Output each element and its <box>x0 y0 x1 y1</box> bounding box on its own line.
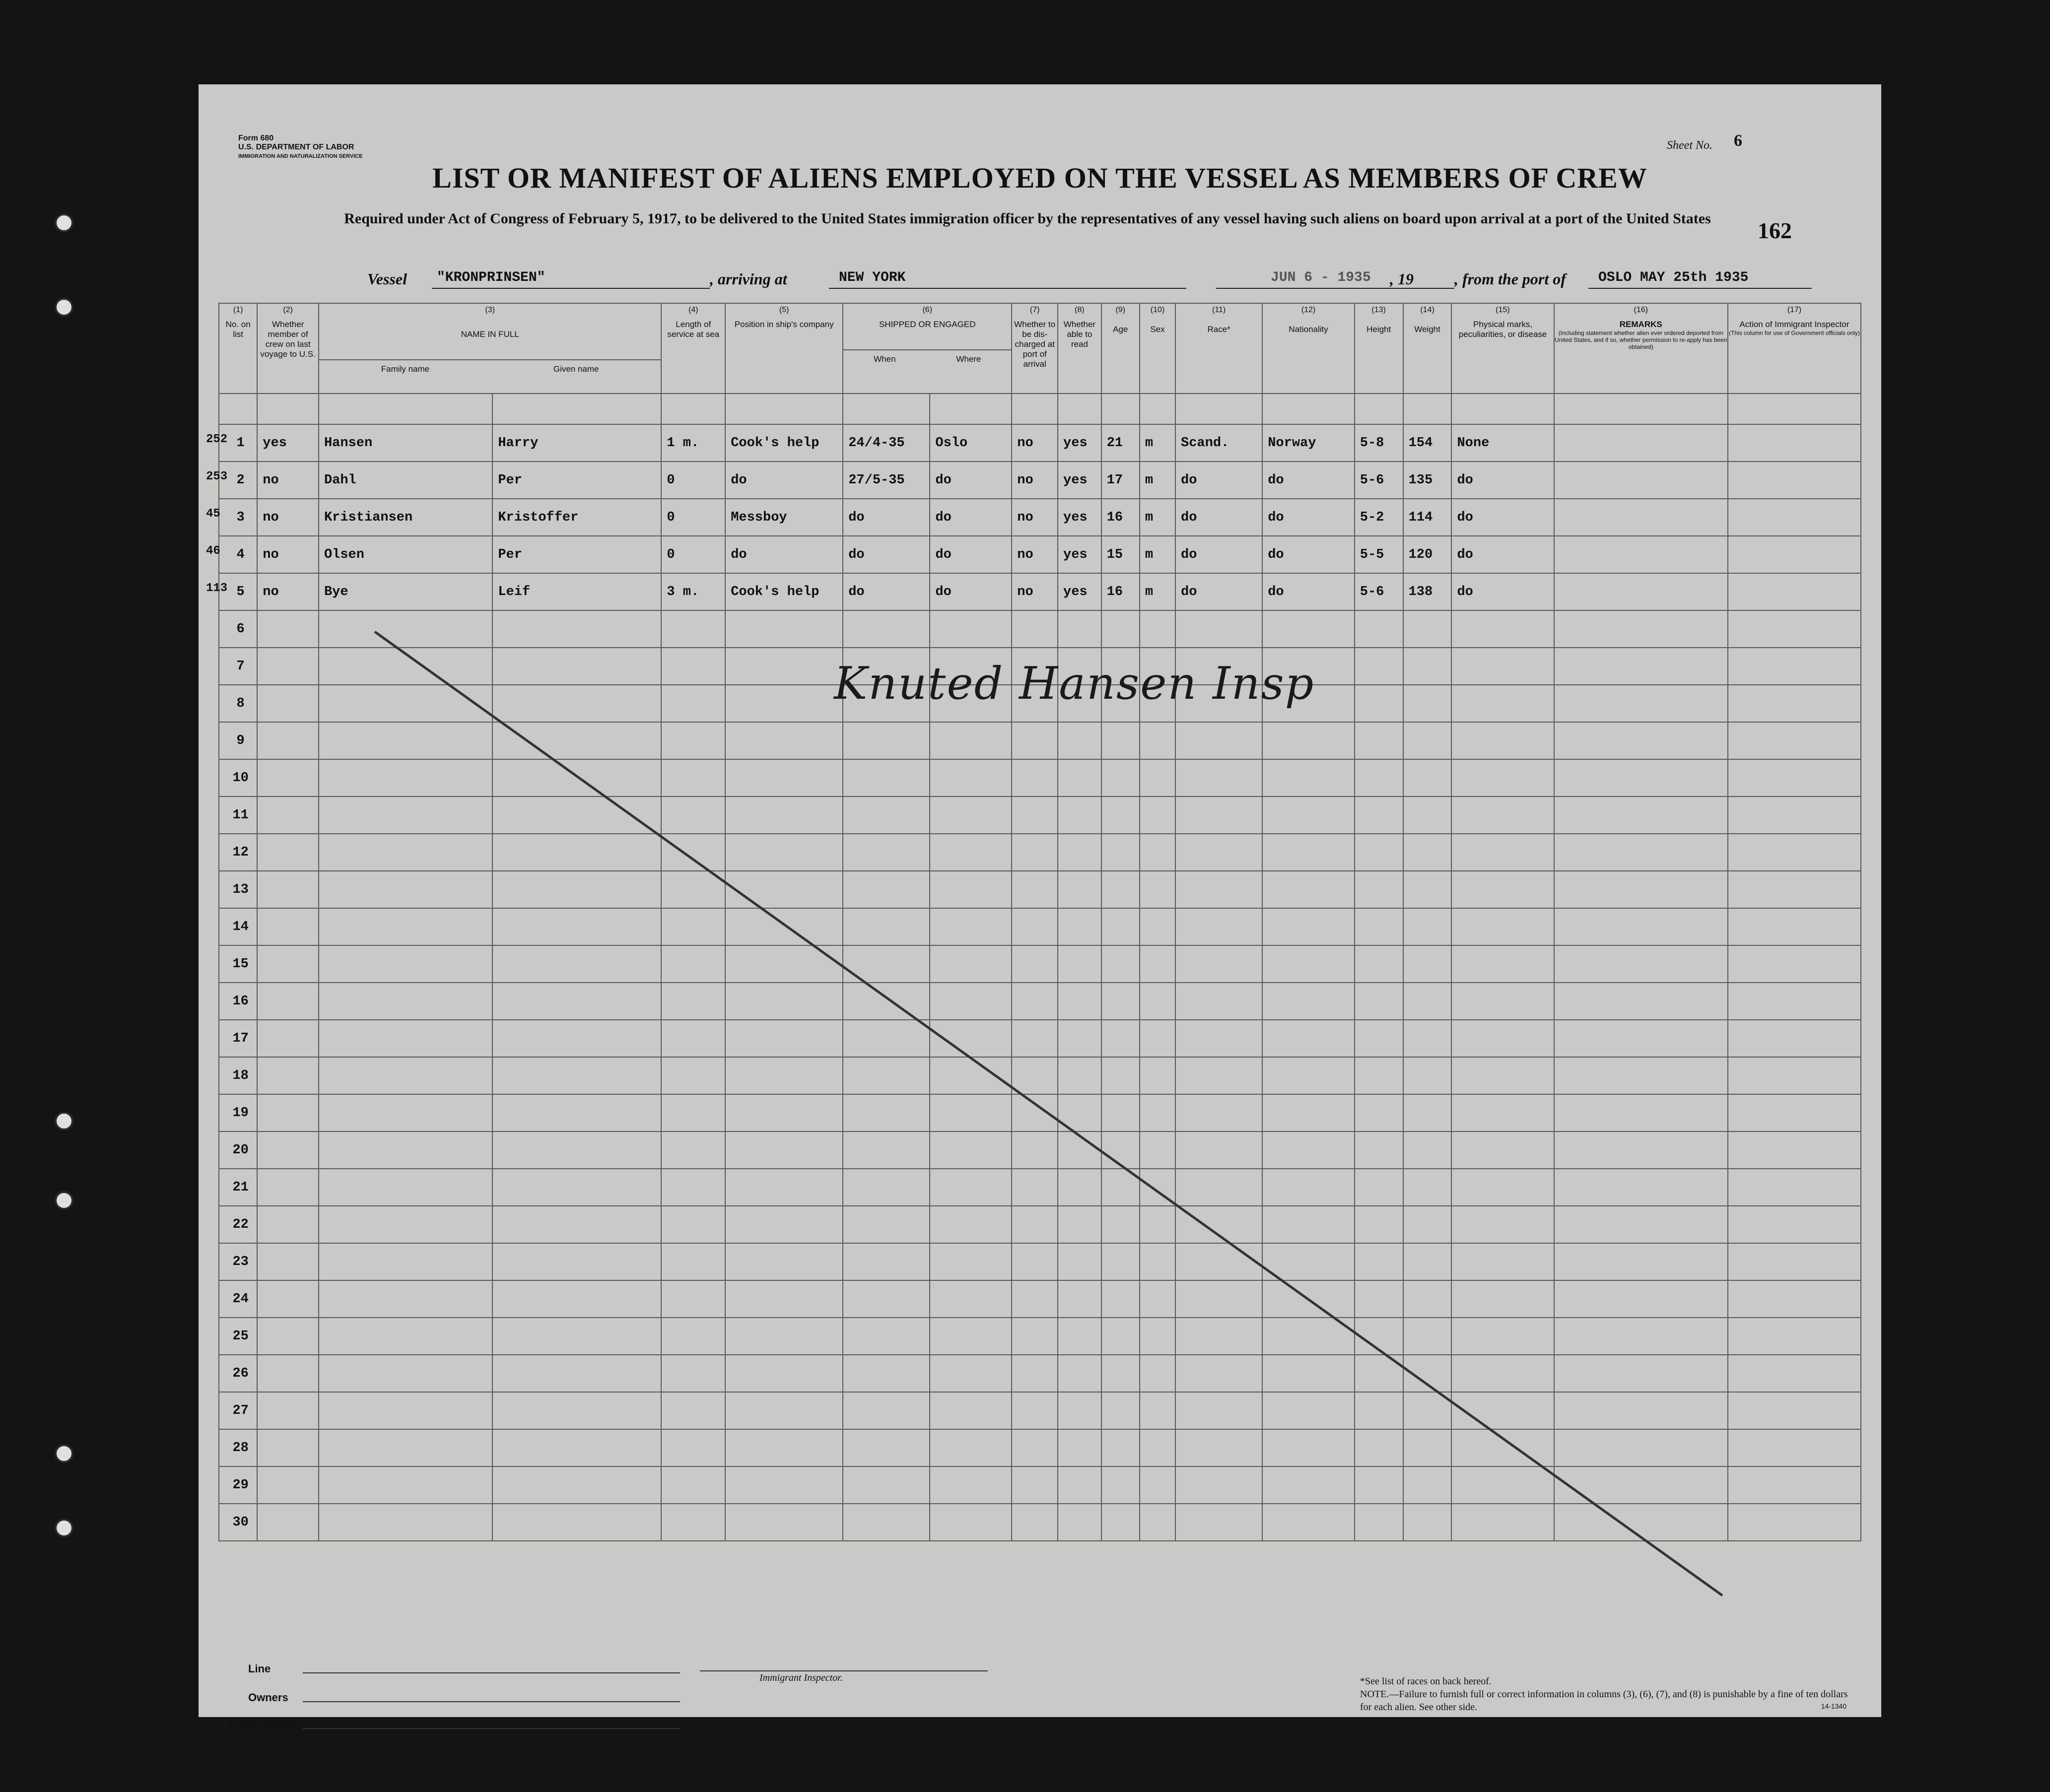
cell-no: 22 <box>219 1206 257 1243</box>
cell-no: 10 <box>219 759 257 796</box>
year-label: , 19 <box>1390 270 1414 288</box>
cell-race: do <box>1175 499 1262 536</box>
col-no: (1) No. on list <box>219 303 257 394</box>
cell-nationality: do <box>1262 536 1354 573</box>
line-label: Line <box>248 1662 271 1675</box>
cell-position: Messboy <box>725 499 843 536</box>
cell-no: 3 <box>219 499 257 536</box>
cell-no: 8 <box>219 685 257 722</box>
cell-read: yes <box>1058 536 1101 573</box>
owners-label: Owners <box>248 1691 288 1704</box>
row-reference-mark: 252 <box>206 433 228 446</box>
cell-family: Hansen <box>319 424 492 462</box>
cell-age: 15 <box>1101 536 1140 573</box>
cell-no: 13 <box>219 871 257 908</box>
inspector-signature: Knuted Hansen Insp <box>834 658 1315 710</box>
col-sex: (10) Sex <box>1140 303 1175 394</box>
cell-discharge: no <box>1012 536 1058 573</box>
col-height: (13) Height <box>1355 303 1403 394</box>
from-port: OSLO MAY 25th 1935 <box>1598 270 1749 285</box>
cell-weight: 154 <box>1403 424 1452 462</box>
cell-weight: 138 <box>1403 573 1452 610</box>
col-length-service: (4) Length of service at sea <box>661 303 725 394</box>
cell-age: 17 <box>1101 462 1140 499</box>
cell-no: 6 <box>219 610 257 648</box>
cell-given: Kristoffer <box>492 499 661 536</box>
cell-when: do <box>843 536 930 573</box>
form-code: 14-1340 <box>1821 1702 1846 1710</box>
sheet-number: 6 <box>1734 132 1742 150</box>
cell-when: 24/4-35 <box>843 424 930 462</box>
page-subtitle: Required under Act of Congress of February 5, 1917, to be delivered to the United States immigration officer by the representatives of any vessel having such aliens on board upon arrival at a port of the United States <box>344 210 1711 227</box>
cell-family: Kristiansen <box>319 499 492 536</box>
cell-last: no <box>257 462 319 499</box>
cell-weight: 114 <box>1403 499 1452 536</box>
cell-where: do <box>930 536 1012 573</box>
cell-no: 2 <box>219 462 257 499</box>
cell-discharge: no <box>1012 462 1058 499</box>
cell-no: 14 <box>219 908 257 945</box>
cell-weight: 135 <box>1403 462 1452 499</box>
col-discharge: (7) Whether to be dis-charged at port of arrival <box>1012 303 1058 394</box>
cell-given: Per <box>492 536 661 573</box>
cell-no: 27 <box>219 1392 257 1429</box>
cell-height: 5-6 <box>1355 573 1403 610</box>
col-remarks: (16) REMARKS (Including statement whether alien ever ordered deported from United States, and if so, whether permission to re-apply has been obtained) <box>1554 303 1728 394</box>
cell-no: 17 <box>219 1020 257 1057</box>
cell-service: 3 m. <box>661 573 725 610</box>
cell-no: 5 <box>219 573 257 610</box>
cell-given: Per <box>492 462 661 499</box>
cell-no: 21 <box>219 1169 257 1206</box>
agents-label: Local Agents <box>228 1718 297 1730</box>
page-number: 162 <box>1758 218 1792 243</box>
cell-marks: do <box>1451 499 1554 536</box>
cell-marks: do <box>1451 536 1554 573</box>
cell-nationality: do <box>1262 573 1354 610</box>
cell-no: 12 <box>219 834 257 871</box>
cell-weight: 120 <box>1403 536 1452 573</box>
cell-read: yes <box>1058 462 1101 499</box>
cell-no: 18 <box>219 1057 257 1094</box>
cell-no: 11 <box>219 796 257 834</box>
cell-read: yes <box>1058 573 1101 610</box>
cell-no: 16 <box>219 983 257 1020</box>
cell-no: 20 <box>219 1131 257 1169</box>
cell-nationality: do <box>1262 499 1354 536</box>
cell-sex: m <box>1140 499 1175 536</box>
cell-age: 16 <box>1101 573 1140 610</box>
col-physical-marks: (15) Physical marks, peculiarities, or disease <box>1451 303 1554 394</box>
cell-age: 21 <box>1101 424 1140 462</box>
cell-family: Olsen <box>319 536 492 573</box>
cell-no: 15 <box>219 945 257 983</box>
cell-service: 0 <box>661 499 725 536</box>
cell-marks: do <box>1451 573 1554 610</box>
row-reference-mark: 113 <box>206 582 228 595</box>
cell-height: 5-8 <box>1355 424 1403 462</box>
fine-note: NOTE.—Failure to furnish full or correct information in columns (3), (6), (7), and (8) is punishable by a fine of ten dollars for each alien. See other side. <box>1360 1689 1848 1713</box>
col-last-voyage: (2) Whether member of crew on last voyage to U.S. <box>257 303 319 394</box>
cell-nationality: Norway <box>1262 424 1354 462</box>
cell-discharge: no <box>1012 573 1058 610</box>
shipped-where-header: Where <box>956 354 981 364</box>
cell-no: 30 <box>219 1504 257 1541</box>
cell-no: 25 <box>219 1318 257 1355</box>
binder-hole <box>55 1191 73 1210</box>
binder-hole <box>55 1519 73 1537</box>
cell-height: 5-5 <box>1355 536 1403 573</box>
cell-sex: m <box>1140 536 1175 573</box>
given-name-header: Given name <box>553 364 599 374</box>
cell-no: 7 <box>219 648 257 685</box>
cell-family: Bye <box>319 573 492 610</box>
cell-position: Cook's help <box>725 424 843 462</box>
vessel-name: "KRONPRINSEN" <box>437 270 546 285</box>
cell-when: 27/5-35 <box>843 462 930 499</box>
cell-no: 1 <box>219 424 257 462</box>
cell-nationality: do <box>1262 462 1354 499</box>
cell-race: do <box>1175 536 1262 573</box>
col-nationality: (12) Nationality <box>1262 303 1354 394</box>
sheet-label: Sheet No. <box>1667 139 1712 152</box>
family-name-header: Family name <box>381 364 430 374</box>
cell-race: do <box>1175 462 1262 499</box>
cell-where: do <box>930 462 1012 499</box>
cell-last: yes <box>257 424 319 462</box>
col-name: (3) NAME IN FULL Family name Given name <box>319 303 661 394</box>
cell-given: Leif <box>492 573 661 610</box>
col-weight: (14) Weight <box>1403 303 1452 394</box>
cell-service: 0 <box>661 462 725 499</box>
cell-service: 1 m. <box>661 424 725 462</box>
service-name: IMMIGRATION AND NATURALIZATION SERVICE <box>238 153 363 159</box>
cell-no: 29 <box>219 1466 257 1504</box>
from-label: , from the port of <box>1454 270 1566 288</box>
cell-position: Cook's help <box>725 573 843 610</box>
cell-no: 24 <box>219 1280 257 1318</box>
binder-hole <box>55 298 73 317</box>
cell-read: yes <box>1058 424 1101 462</box>
cell-last: no <box>257 499 319 536</box>
cell-height: 5-2 <box>1355 499 1403 536</box>
binder-hole <box>55 1444 73 1463</box>
inspector-label: Immigrant Inspector. <box>759 1672 843 1683</box>
footer-note <box>1360 1675 1856 1714</box>
binder-hole <box>55 213 73 232</box>
cell-last: no <box>257 536 319 573</box>
cell-no: 23 <box>219 1243 257 1280</box>
form-number: Form 680 <box>238 134 274 142</box>
cell-last: no <box>257 573 319 610</box>
cell-race: do <box>1175 573 1262 610</box>
arriving-label: , arriving at <box>710 270 787 288</box>
cell-no: 28 <box>219 1429 257 1466</box>
cell-sex: m <box>1140 424 1175 462</box>
cell-position: do <box>725 462 843 499</box>
cell-height: 5-6 <box>1355 462 1403 499</box>
races-note: *See list of races on back hereof. <box>1360 1676 1492 1687</box>
row-reference-mark: 253 <box>206 470 228 483</box>
cell-marks: None <box>1451 424 1554 462</box>
vessel-label: Vessel <box>367 270 407 288</box>
row-reference-mark: 45 <box>206 507 220 521</box>
row-reference-mark: 46 <box>206 544 220 558</box>
cell-position: do <box>725 536 843 573</box>
cell-age: 16 <box>1101 499 1140 536</box>
cell-no: 9 <box>219 722 257 759</box>
date-stamp: JUN 6 - 1935 <box>1271 270 1371 285</box>
col-race: (11) Race* <box>1175 303 1262 394</box>
cell-discharge: no <box>1012 499 1058 536</box>
cell-when: do <box>843 573 930 610</box>
col-read: (8) Whether able to read <box>1058 303 1101 394</box>
cell-marks: do <box>1451 462 1554 499</box>
col-position: (5) Position in ship's company <box>725 303 843 394</box>
cell-read: yes <box>1058 499 1101 536</box>
page-title: LIST OR MANIFEST OF ALIENS EMPLOYED ON THE VESSEL AS MEMBERS OF CREW <box>432 162 1647 194</box>
cell-where: Oslo <box>930 424 1012 462</box>
cell-service: 0 <box>661 536 725 573</box>
cell-no: 19 <box>219 1094 257 1131</box>
cell-family: Dahl <box>319 462 492 499</box>
shipped-when-header: When <box>874 354 896 364</box>
cell-no: 26 <box>219 1355 257 1392</box>
col-inspector-action: (17) Action of Immigrant Inspector (This column for use of Government officials only) <box>1728 303 1861 394</box>
cell-sex: m <box>1140 462 1175 499</box>
binder-hole <box>55 1112 73 1130</box>
cell-race: Scand. <box>1175 424 1262 462</box>
cell-discharge: no <box>1012 424 1058 462</box>
col-age: (9) Age <box>1101 303 1140 394</box>
cell-where: do <box>930 499 1012 536</box>
cell-where: do <box>930 573 1012 610</box>
strike-through-line <box>199 84 1881 1717</box>
manifest-page <box>199 84 1881 1730</box>
department-name: U.S. DEPARTMENT OF LABOR <box>238 143 354 151</box>
arriving-port: NEW YORK <box>839 270 906 285</box>
cell-when: do <box>843 499 930 536</box>
cell-no: 4 <box>219 536 257 573</box>
cell-sex: m <box>1140 573 1175 610</box>
col-shipped: (6) SHIPPED OR ENGAGED When Where <box>843 303 1012 394</box>
cell-given: Harry <box>492 424 661 462</box>
